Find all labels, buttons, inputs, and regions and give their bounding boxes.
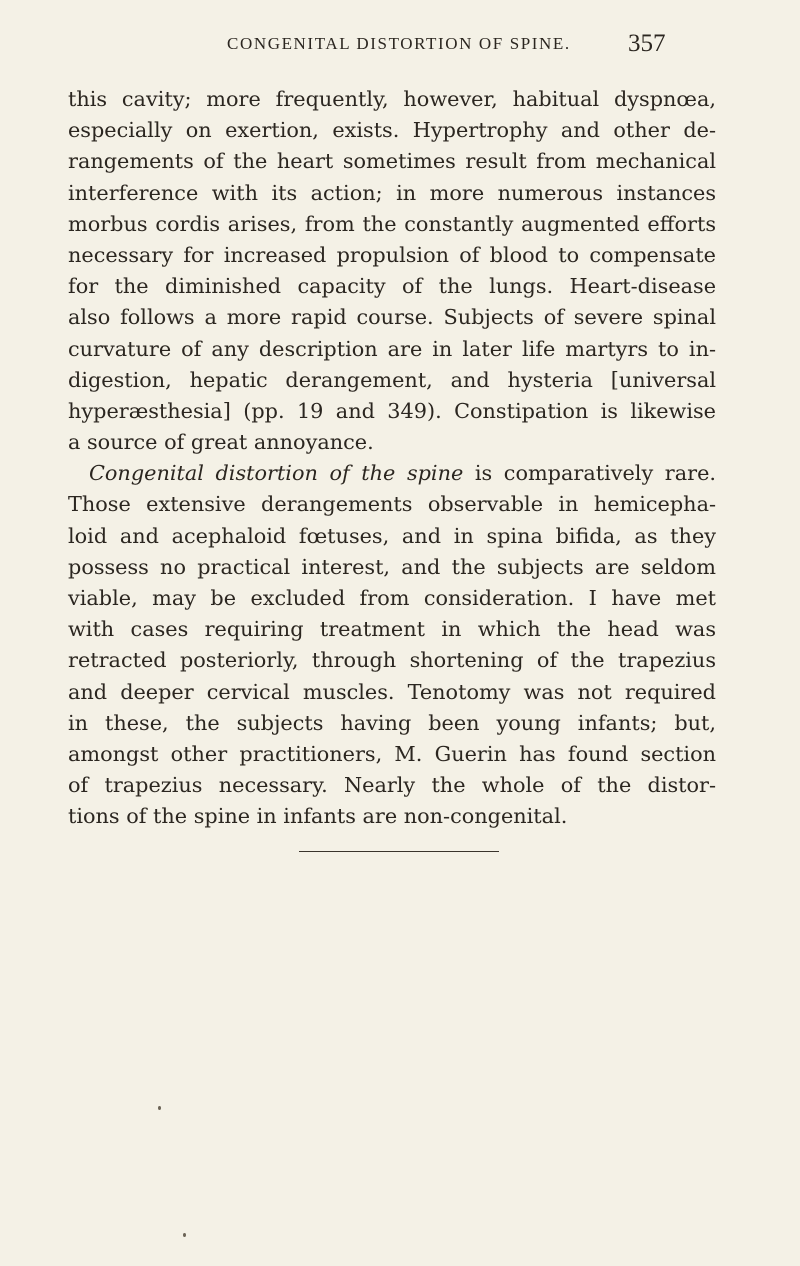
opening-line-rest: is comparatively rare.	[463, 461, 716, 486]
text-line: this cavity; more frequently, however, habitual dyspnœa,	[68, 87, 716, 111]
text-line: retracted posteriorly, through shortening of the trapezius	[68, 648, 716, 673]
text-line: necessary for increased propulsion of blood to compensate	[68, 242, 716, 267]
text-line: and deeper cervical muscles. Tenotomy was not required	[68, 679, 716, 704]
paragraph-end-line: tions of the spine in infants are non-congenital.	[68, 804, 568, 829]
page-number: 357	[628, 30, 666, 57]
text-line: especially on exertion, exists. Hypertrophy and other de-	[68, 118, 716, 143]
paragraph-end-line: a source of great annoyance.	[68, 430, 374, 455]
paragraph-opening-line	[68, 458, 716, 489]
paper-speck	[158, 1106, 161, 1110]
running-title: CONGENITAL DISTORTION OF SPINE.	[227, 34, 571, 53]
section-end-rule	[299, 851, 499, 852]
body-text	[68, 84, 716, 833]
text-line: with cases requiring treatment in which the head was	[68, 617, 716, 642]
text-line: of trapezius necessary. Nearly the whole of the distor-	[68, 773, 716, 798]
running-head	[0, 30, 800, 60]
text-line: curvature of any description are in later life martyrs to in-	[68, 336, 716, 361]
text-line: possess no practical interest, and the subjects are seldom	[68, 554, 716, 579]
text-line: also follows a more rapid course. Subjects of severe spinal	[68, 305, 716, 330]
text-line: digestion, hepatic derangement, and hysteria [universal	[68, 367, 716, 392]
paper-speck	[183, 1233, 186, 1237]
italic-topic-phrase: Congenital distortion of the spine	[89, 461, 464, 486]
text-line: rangements of the heart sometimes result from mechanical	[68, 149, 716, 174]
text-line: viable, may be excluded from consideration. I have met	[68, 586, 716, 610]
text-line: amongst other practitioners, M. Guerin has found section	[68, 741, 716, 766]
text-line: for the diminished capacity of the lungs. Heart-disease	[68, 274, 716, 299]
text-line: hyperæsthesia] (pp. 19 and 349). Constipation is likewise	[68, 398, 716, 423]
text-line: morbus cordis arises, from the constantly augmented efforts	[68, 211, 716, 236]
text-line: Those extensive derangements observable in hemicepha-	[68, 492, 716, 517]
text-line: in these, the subjects having been young infants; but,	[68, 710, 716, 735]
text-line: loid and acephaloid fœtuses, and in spina bifida, as they	[68, 523, 716, 548]
text-line: interference with its action; in more numerous instances	[68, 180, 716, 205]
